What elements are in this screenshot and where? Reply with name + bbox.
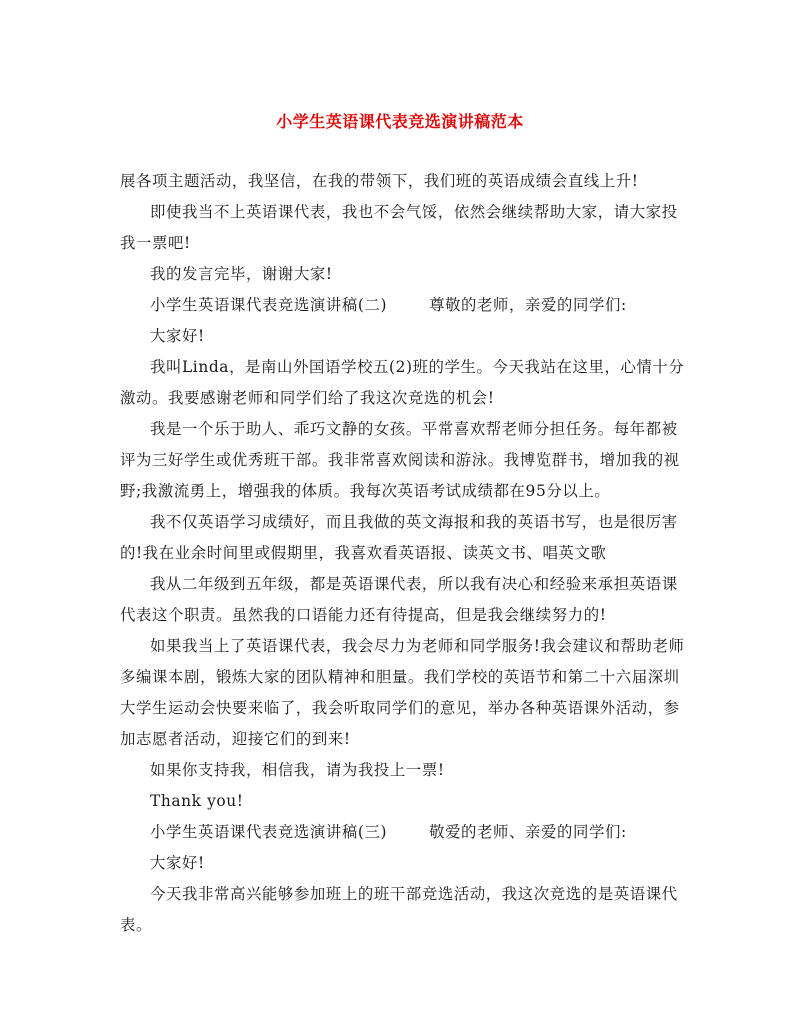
paragraph-line: 激动。我要感谢老师和同学们给了我这次竞选的机会!: [120, 389, 495, 407]
paragraph-line: 即使我当不上英语课代表，我也不会气馁，依然会继续帮助大家，请大家投: [150, 203, 678, 221]
salutation: 尊敬的老师，亲爱的同学们:: [429, 296, 627, 314]
paragraph-line: 的!我在业余时间里或假期里，我喜欢看英语报、读英文书、唱英文歌: [120, 544, 607, 562]
paragraph-line: 野;我激流勇上，增强我的体质。我每次英语考试成绩都在95分以上。: [120, 482, 611, 500]
section-heading-line: [120, 817, 680, 848]
paragraph-line: 今天我非常高兴能够参加班上的班干部竞选活动，我这次竞选的是英语课代: [150, 885, 678, 903]
paragraph-line: 大学生运动会快要来临了，我会听取同学们的意见，举办各种英语课外活动，参: [120, 699, 680, 717]
paragraph-line: 我叫Linda，是南山外国语学校五(2)班的学生。今天我站在这里，心情十分: [150, 358, 685, 376]
paragraph-line: 展各项主题活动，我坚信，在我的带领下，我们班的英语成绩会直线上升!: [120, 172, 639, 190]
paragraph-line: Thank you!: [150, 792, 244, 810]
paragraph-line: 表。: [120, 916, 152, 934]
paragraph-line: 评为三好学生或优秀班干部。我非常喜欢阅读和游泳。我博览群书，增加我的视: [120, 451, 680, 469]
section-heading: 小学生英语课代表竞选演讲稿(二): [150, 296, 388, 314]
paragraph-line: 我的发言完毕，谢谢大家!: [150, 265, 333, 283]
paragraph-line: 我是一个乐于助人、乖巧文静的女孩。平常喜欢帮老师分担任务。每年都被: [150, 420, 678, 438]
paragraph-line: 代表这个职责。虽然我的口语能力还有待提高，但是我会继续努力的!: [120, 606, 607, 624]
greeting-line: 大家好!: [150, 327, 205, 345]
paragraph-line: 我不仅英语学习成绩好，而且我做的英文海报和我的英语书写，也是很厉害: [150, 513, 678, 531]
paragraph-line: 我一票吧!: [120, 234, 191, 252]
paragraph-line: 加志愿者活动，迎接它们的到来!: [120, 730, 351, 748]
paragraph-line: 我从二年级到五年级，都是英语课代表，所以我有决心和经验来承担英语课: [150, 575, 678, 593]
paragraph-line: 如果你支持我，相信我，请为我投上一票!: [150, 761, 445, 779]
greeting-line: 大家好!: [150, 854, 205, 872]
document-title: 小学生英语课代表竞选演讲稿范本: [276, 112, 524, 131]
paragraph-line: 如果我当上了英语课代表，我会尽力为老师和同学服务!我会建议和帮助老师: [150, 637, 685, 655]
paragraph-line: 多编课本剧，锻炼大家的团队精神和胆量。我们学校的英语节和第二十六届深圳: [120, 668, 680, 686]
document-body: [120, 166, 685, 941]
section-heading-line: [120, 290, 680, 321]
section-heading: 小学生英语课代表竞选演讲稿(三): [150, 823, 388, 841]
salutation: 敬爱的老师、亲爱的同学们:: [429, 823, 627, 841]
